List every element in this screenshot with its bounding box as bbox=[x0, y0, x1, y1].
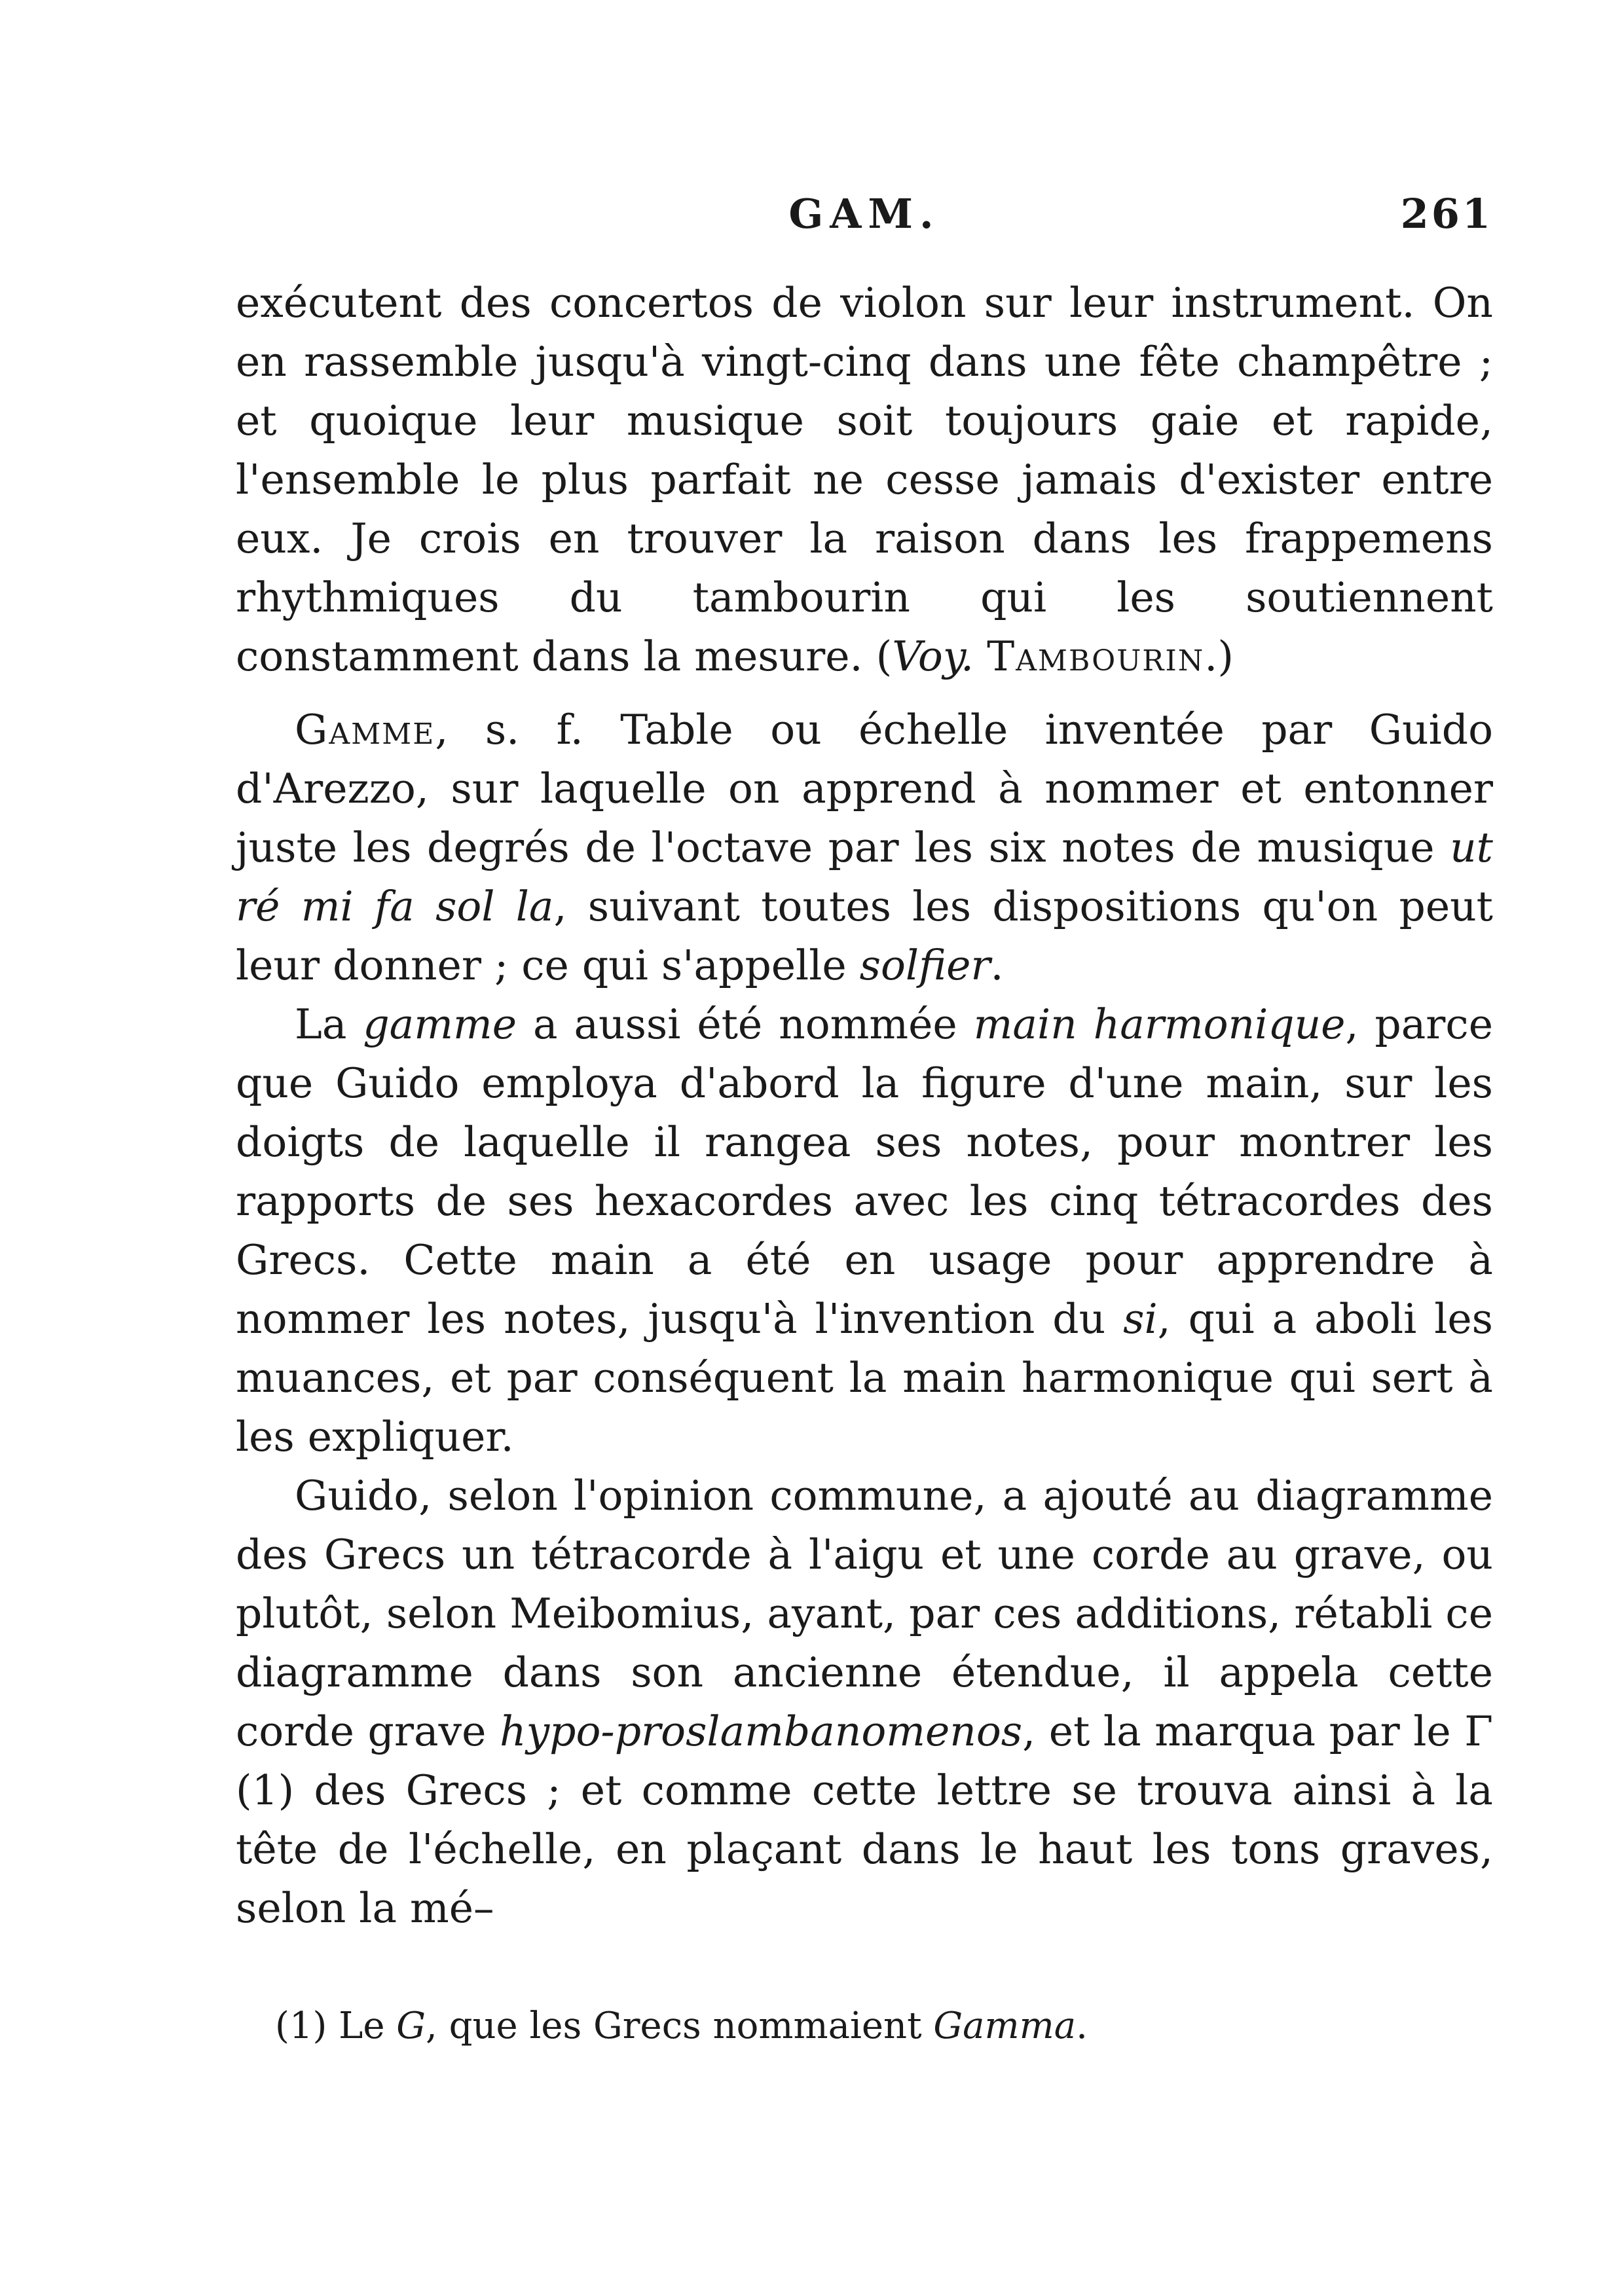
term-main-harmonique: main harmonique bbox=[973, 1000, 1346, 1048]
term-solfier: solfier bbox=[859, 941, 991, 989]
paragraph-guido: Guido, selon l'opinion commune, a ajouté au diagramme des Grecs un tétracorde à l'aigu et une corde au grave, ou plutôt, selon Meibomius, ayant, par ces additions, rétabli ce diagramme dans son ancienne étendue, il appela cette corde grave hypo-proslambanomenos, et la marqua par le Γ (1) des Grecs ; et comme cette lettre se trouva ainsi à la tête de l'échelle, en plaçant dans le haut les tons graves, selon la mé– bbox=[236, 1472, 1493, 1932]
paragraph-continuation: exécutent des concertos de violon sur leur instrument. On en rassemble jusqu'à vingt-cinq dans une fête champêtre ; et quoique leur musique soit toujours gaie et rapide, l'ensemble le plus parfait ne cesse jamais d'exister entre eux. Je crois en trouver la raison dans les frappemens rhythmiques du tambourin qui les soutiennent constamment dans la mesure. (Voy. Tambourin.) bbox=[236, 279, 1493, 680]
footnote-term-gamma: Gamma bbox=[933, 2005, 1077, 2047]
voy-reference: Voy. bbox=[892, 632, 974, 680]
term-gamme: gamme bbox=[363, 1000, 517, 1048]
term-hypo-proslambanomenos: hypo-proslambanomenos bbox=[500, 1707, 1023, 1755]
page-header bbox=[236, 190, 1493, 255]
page-number: 261 bbox=[1400, 190, 1493, 238]
body-text bbox=[236, 274, 1493, 1938]
footnote-letter-g: G bbox=[396, 2005, 426, 2047]
running-head: GAM. bbox=[788, 190, 940, 238]
note-names: ut ré mi fa sol la bbox=[236, 824, 1493, 930]
footnote: (1) Le G, que les Grecs nommaient Gamma. bbox=[275, 2005, 1088, 2047]
paragraph-gamme-entry: Gamme, s. f. Table ou échelle inventée par Guido d'Arezzo, sur laquelle on apprend à nommer et entonner juste les degrés de l'octave par les six notes de musique ut ré mi fa sol la, suivant toutes les dispositions qu'on peut leur donner ; ce qui s'appelle solfier. bbox=[236, 706, 1493, 989]
term-si: si bbox=[1123, 1295, 1158, 1343]
paragraph-main-harmonique: La gamme a aussi été nommée main harmonique, parce que Guido employa d'abord la figure d'une main, sur les doigts de laquelle il rangea ses notes, pour montrer les rapports de ses hexacordes avec les cinq tétracordes des Grecs. Cette main a été en usage pour apprendre à nommer les notes, jusqu'à l'invention du si, qui a aboli les muances, et par conséquent la main harmonique qui sert à les expliquer. bbox=[236, 1000, 1494, 1461]
cross-reference-tambourin: Tambourin bbox=[987, 632, 1205, 680]
entry-headword: Gamme bbox=[295, 706, 435, 754]
